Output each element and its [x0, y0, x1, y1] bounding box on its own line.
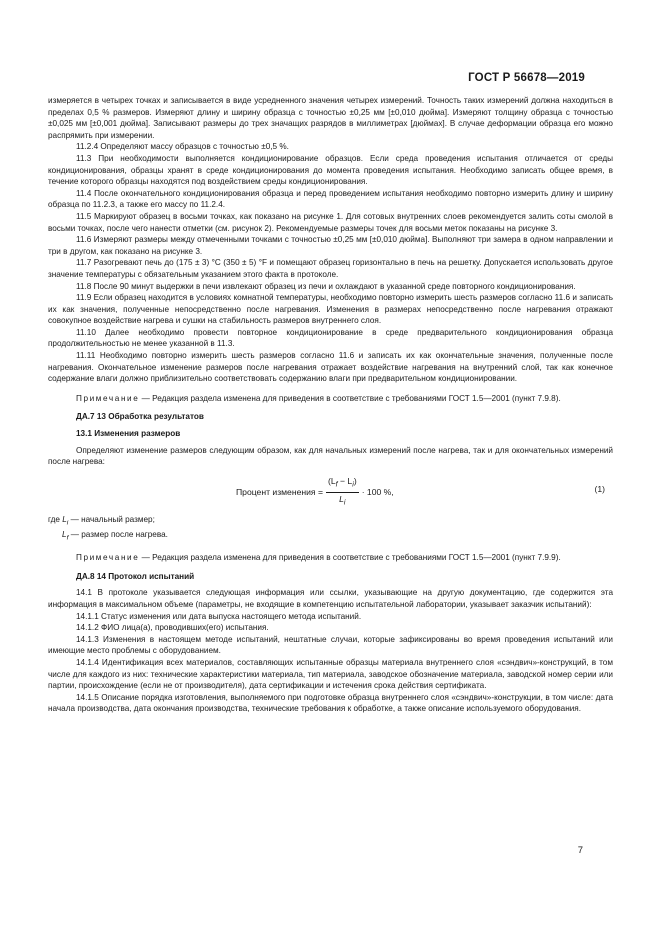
formula-tail: · 100 %, — [361, 486, 394, 497]
paragraph: измеряется в четырех точках и записывается в виде усредненного значения четырех измерений. Точность таких измерений должна находиться в пределах 0,5 % размеров. Измеряют длину и ширину образца с точностью ±0,25 мм [±0,010 дюйма]. Измеряют толщину образца с точностью ±0,025 мм [±0,001 дюйма]. Записывают размеры до трех значащих разрядов в миллиметрах [дюймах]. В случае деформации образца его можно распрямить при измерении. — [48, 96, 613, 140]
note-label: Примечание — [76, 393, 140, 403]
paragraph: 14.1.4 Идентификация всех материалов, составляющих испытанные образцы материала внутреннего слоя «сэндвич»-конструкций, в том числе для каждого из них: технические характеристики материала, тип материала, заводское обозначение материала, заводской номер серии или партии, происхождение (если не от производителя), дата сертификации и истечения срока действия сертификата. — [48, 658, 613, 691]
paragraph: 11.9 Если образец находится в условиях комнатной температуры, необходимо повторно измерить шесть размеров согласно 11.6 и записать их как значения, полученные непосредственно после нагревания. Изменения в размерах непосредственно после нагревания отражают совокупное воздействие нагрева и сушки на стабильность размеров внутреннего слоя. — [48, 293, 613, 326]
formula-sub: i — [343, 498, 346, 507]
paragraph: 11.8 После 90 минут выдержки в печи извлекают образец из печи и охлаждают в указанной среде повторного кондиционирования. — [76, 281, 576, 291]
document-id: ГОСТ Р 56678—2019 — [468, 72, 585, 84]
paragraph: 11.7 Разогревают печь до (175 ± 3) °С (350 ± 5) °F и помещают образец горизонтально в печь на решетку. Допускается использовать другое значение температуры с обязательным указанием этого факта в протоколе. — [48, 258, 613, 279]
paragraph: 14.1.2 ФИО лица(а), проводивших(его) испытания. — [76, 623, 269, 633]
legend-line — [48, 529, 613, 544]
formula-fraction — [326, 476, 359, 510]
formula-num-part: (L — [327, 475, 336, 486]
paragraph: Определяют изменение размеров следующим образом, как для начальных измерений после нагрева, так и для окончательных измерений после нагрева: — [48, 445, 613, 467]
paragraph: 11.10 Далее необходимо провести повторное кондиционирование в среде предварительного кондиционирования образца продолжительностью не менее указанной в 11.3. — [48, 327, 613, 349]
paragraph: 11.3 При необходимости выполняется кондиционирование образцов. Если среда проведения испытания отличается от среды кондиционирования, образцы хранят в среде кондиционирования до момента проведения испытания. Необходимо записать общее время, в течение которого образцы находятся под воздействием среды кондиционирования. — [48, 153, 613, 187]
note — [48, 393, 613, 405]
legend-line — [48, 514, 613, 529]
formula-num-part: − L — [337, 475, 353, 486]
page-number: 7 — [577, 845, 583, 856]
paragraph: 11.4 После окончательного кондиционирования образца и перед проведением испытания необходимо повторно измерить длину и ширину образца по 11.2.3, а также его массу по 11.2.4. — [48, 188, 613, 210]
formula-label: Процент изменения = — [236, 486, 323, 497]
legend-var: L — [62, 514, 67, 524]
formula-den-var: L — [339, 494, 344, 505]
paragraph: 14.1.5 Описание порядка изготовления, выполняемого при подготовке образца внутреннего слоя «сэндвич»-конструкции, в том числе: дата начала производства, дата окончания производства, технические требования к обработке, а также описание используемого оборудования. — [48, 692, 613, 714]
formula — [48, 474, 613, 508]
formula-body — [236, 476, 394, 510]
legend-text: — размер после нагрева. — [68, 530, 168, 540]
paragraph: 14.1.3 Изменения в настоящем методе испытаний, нештатные случаи, которые зафиксированы во время проведения испытаний или имеющие место проблемы с оборудованием. — [48, 634, 613, 656]
legend-var: L — [62, 530, 67, 540]
note-label: Примечание — [76, 553, 140, 563]
paragraph: 11.11 Необходимо повторно измерить шесть размеров согласно 11.6 и записать их как окончательные значения, полученные после нагревания. Окончательное изменение размеров после нагревания отражает воздействие нагревания на внутренний слой, так как конечное содержание влаги должно приблизительно соответствовать содержанию влаги при предварительном кондиционировании. — [48, 351, 613, 384]
formula-num-part: ) — [353, 475, 357, 486]
formula-number: (1) — [594, 483, 605, 494]
note-text: — Редакция раздела изменена для приведения в соответствие с требованиями ГОСТ 1.5—2001 (пункт 7.9.9). — [139, 553, 561, 563]
legend-sub: i — [66, 519, 69, 527]
section-heading: ДА.8 14 Протокол испытаний — [76, 571, 195, 581]
legend-text: — начальный размер; — [68, 514, 155, 524]
note-text: — Редакция раздела изменена для приведения в соответствие с требованиями ГОСТ 1.5—2001 (пункт 7.9.8). — [139, 393, 561, 403]
legend-sub: f — [66, 534, 69, 542]
formula-sub: f — [335, 480, 338, 489]
formula-numerator — [326, 476, 359, 493]
subsection-heading: 13.1 Изменения размеров — [76, 429, 181, 439]
formula-denominator — [339, 493, 345, 509]
note — [48, 552, 613, 564]
paragraph: 11.6 Измеряют размеры между отмеченными точками с точностью ±0,25 мм [±0,010 дюйма]. Выполняют три замера в одном направлении и три в другом, как показано на рисунке 3. — [48, 235, 613, 256]
paragraph: 11.5 Маркируют образец в восьми точках, как показано на рисунке 1. Для сотовых внутренних слоев рекомендуется залить соты смолой в восьми точках, после чего нанести отметки (см. рисунок 2). Рекомендуемые размеры точек для восьми меток показаны на рисунке 3. — [48, 211, 613, 233]
legend-prefix: где — [48, 514, 63, 524]
paragraph: 14.1 В протоколе указывается следующая информация или ссылки, указывающие на другую документацию, где содержится эта информация в максимальном объеме (параметры, не входящие в компетенцию испытательной лаборатории, указывает заказчик испытаний): — [48, 588, 613, 610]
paragraph: 11.2.4 Определяют массу образцов с точностью ±0,5 %. — [76, 142, 289, 152]
paragraph: 14.1.1 Статус изменения или дата выпуска настоящего метода испытаний. — [76, 611, 362, 621]
section-heading: ДА.7 13 Обработка результатов — [76, 412, 204, 422]
formula-sub: i — [352, 480, 354, 489]
page-content — [48, 95, 613, 715]
